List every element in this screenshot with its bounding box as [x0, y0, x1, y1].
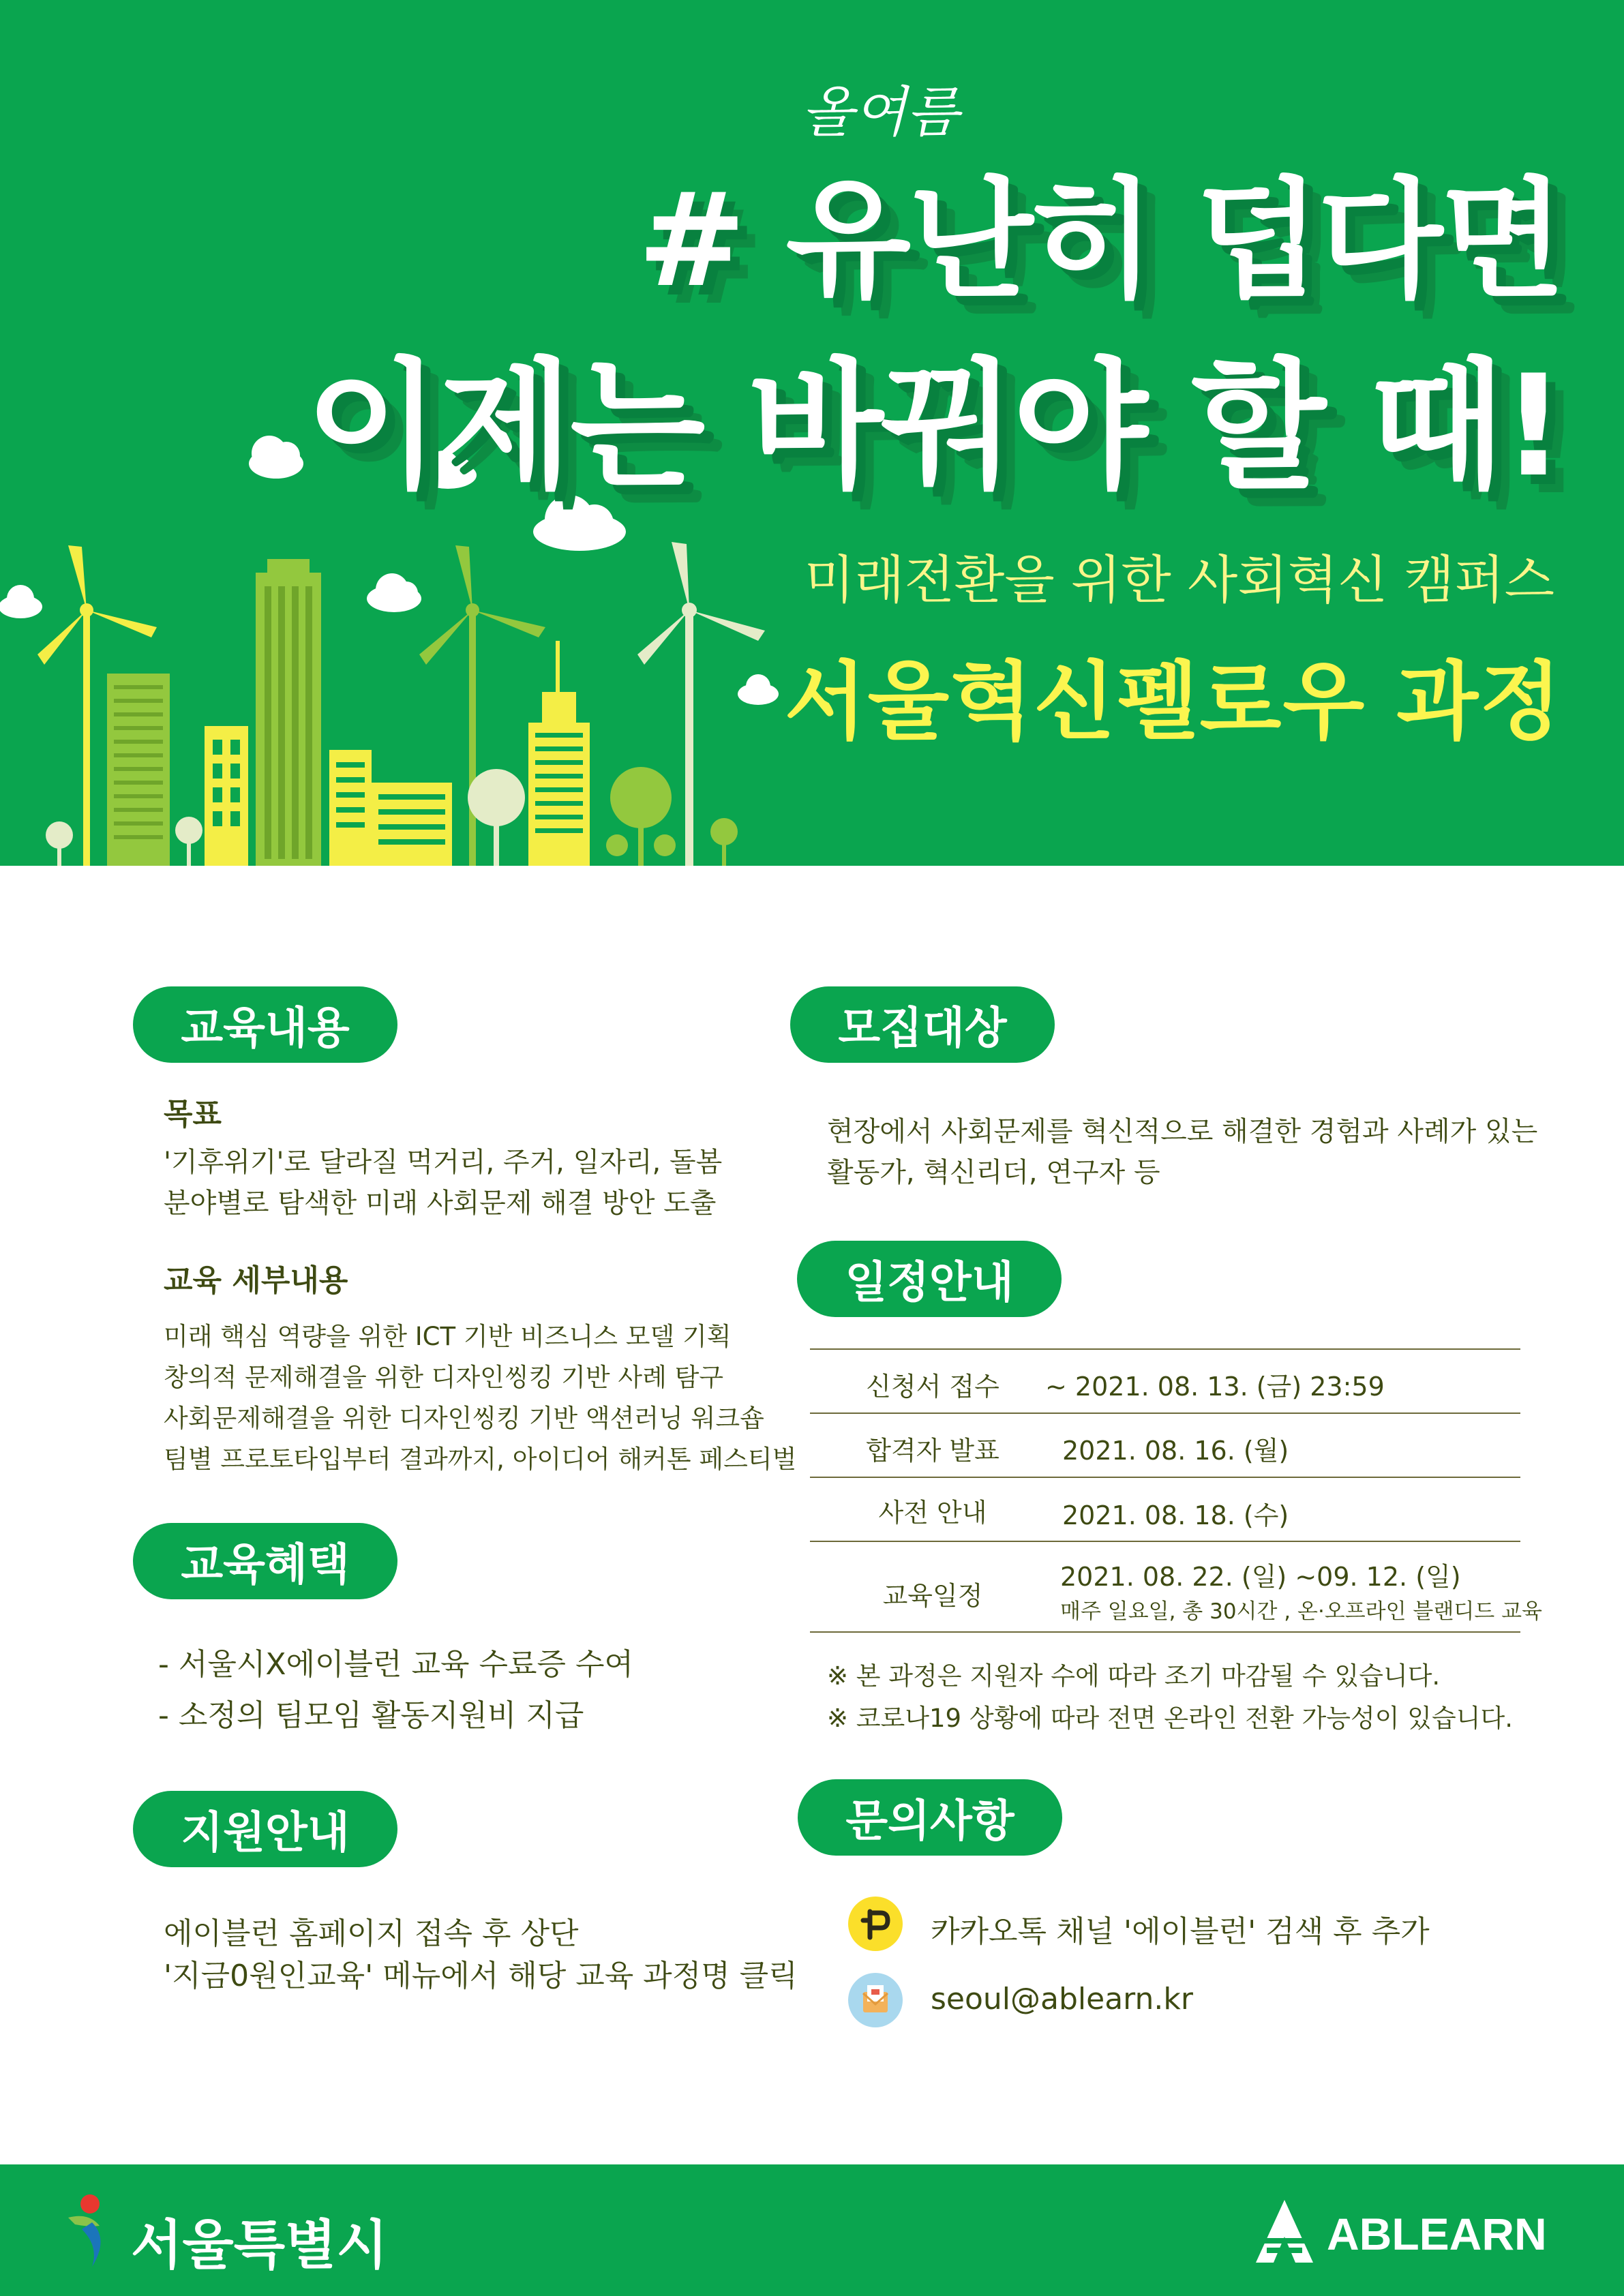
schedule-note: ※ 본 과정은 지원자 수에 따라 조기 마감될 수 있습니다. [827, 1661, 1441, 1691]
benefit-item: - 서울시X에이블런 교육 수료증 수여 [158, 1647, 634, 1682]
contact-heading: 문의사항 [798, 1779, 1062, 1856]
row-value: 2021. 08. 22. (일) ~09. 12. (일) [1060, 1562, 1461, 1592]
mail-icon [847, 1972, 904, 2029]
building-icon [256, 559, 321, 866]
row-value: 2021. 08. 18. (수) [1062, 1500, 1289, 1530]
summer-script-text: 올여름 [801, 80, 959, 144]
recruit-line: 현장에서 사회문제를 혁신적으로 해결한 경험과 사례가 있는 [827, 1116, 1538, 1147]
cloud-icon [738, 674, 779, 705]
ablearn-logo-text: ABLEARN [1327, 2209, 1547, 2259]
row-value: 2021. 08. 16. (월) [1062, 1436, 1289, 1466]
goal-heading: 목표 [164, 1097, 222, 1132]
detail-line: 팀별 프로토타입부터 결과까지, 아이디어 해커톤 페스티벌 [164, 1445, 797, 1474]
schedule-note: ※ 코로나19 상황에 따라 전면 온라인 전환 가능성이 있습니다. [827, 1704, 1513, 1733]
row-label: 사전 안내 [878, 1498, 987, 1528]
recruit-heading: 모집대상 [790, 986, 1055, 1063]
tree-icon [606, 767, 676, 866]
detail-line: 미래 핵심 역량을 위한 ICT 기반 비즈니스 모델 기획 [164, 1322, 732, 1351]
table-rule [810, 1413, 1520, 1414]
building-icon [107, 674, 170, 866]
ablearn-logo-icon [1253, 2197, 1316, 2265]
building-icon [329, 750, 452, 866]
row-sub-value: 매주 일요일, 총 30시간 , 온·오프라인 블랜디드 교육 [1060, 1599, 1542, 1624]
headline-line-1: # 유난히 덥다면 [637, 165, 1563, 316]
row-label: 신청서 접수 [866, 1372, 999, 1402]
detail-line: 사회문제해결을 위한 디자인씽킹 기반 액션러닝 워크숍 [164, 1404, 764, 1433]
tree-icon [175, 817, 202, 866]
benefits-heading: 교육혜택 [133, 1523, 397, 1599]
apply-heading: 지원안내 [133, 1791, 397, 1867]
building-icon [205, 726, 248, 866]
row-value: ~ 2021. 08. 13. (금) 23:59 [1045, 1372, 1385, 1402]
schedule-heading: 일정안내 [797, 1241, 1062, 1317]
table-rule [810, 1348, 1520, 1350]
row-label: 교육일정 [882, 1581, 983, 1611]
apply-line: 에이블런 홈페이지 접속 후 상단 [164, 1916, 579, 1951]
program-title: 서울혁신펠로우 과정 [784, 653, 1563, 751]
benefit-item: - 소정의 팀모임 활동지원비 지급 [158, 1698, 584, 1733]
goal-line: 분야별로 탐색한 미래 사회문제 해결 방안 도출 [164, 1188, 717, 1219]
hero-banner [0, 0, 1624, 866]
table-rule [810, 1541, 1520, 1542]
education-content-heading: 교육내용 [133, 986, 397, 1063]
tree-icon [46, 821, 73, 866]
email-contact[interactable]: seoul@ablearn.kr [931, 1982, 1193, 2016]
seoul-logo-icon [55, 2192, 123, 2274]
campus-subtitle: 미래전환을 위한 사회혁신 캠퍼스 [804, 549, 1554, 610]
kakao-channel-icon [847, 1895, 904, 1952]
tree-icon [468, 769, 525, 866]
apply-line: '지금0원인교육' 메뉴에서 해당 교육 과정명 클릭 [164, 1959, 798, 1993]
cloud-icon [249, 436, 303, 479]
goal-line: '기후위기'로 달라질 먹거리, 주거, 일자리, 돌봄 [164, 1147, 723, 1178]
table-rule [810, 1631, 1520, 1633]
recruit-line: 활동가, 혁신리더, 연구자 등 [827, 1157, 1160, 1188]
building-icon [528, 641, 590, 866]
cloud-icon [367, 573, 421, 612]
row-label: 합격자 발표 [866, 1436, 999, 1466]
footer-bar [0, 2164, 1624, 2296]
detail-line: 창의적 문제해결을 위한 디자인씽킹 기반 사례 탐구 [164, 1363, 724, 1392]
headline-line-2: 이제는 바꿔야 할 때! [305, 346, 1563, 508]
cloud-icon [0, 585, 42, 618]
kakao-contact[interactable]: 카카오톡 채널 '에이블런' 검색 후 추가 [931, 1914, 1430, 1949]
seoul-city-logo-text: 서울특별시 [131, 2215, 388, 2276]
table-rule [810, 1477, 1520, 1478]
tree-icon [710, 818, 738, 866]
detail-heading: 교육 세부내용 [164, 1263, 348, 1298]
